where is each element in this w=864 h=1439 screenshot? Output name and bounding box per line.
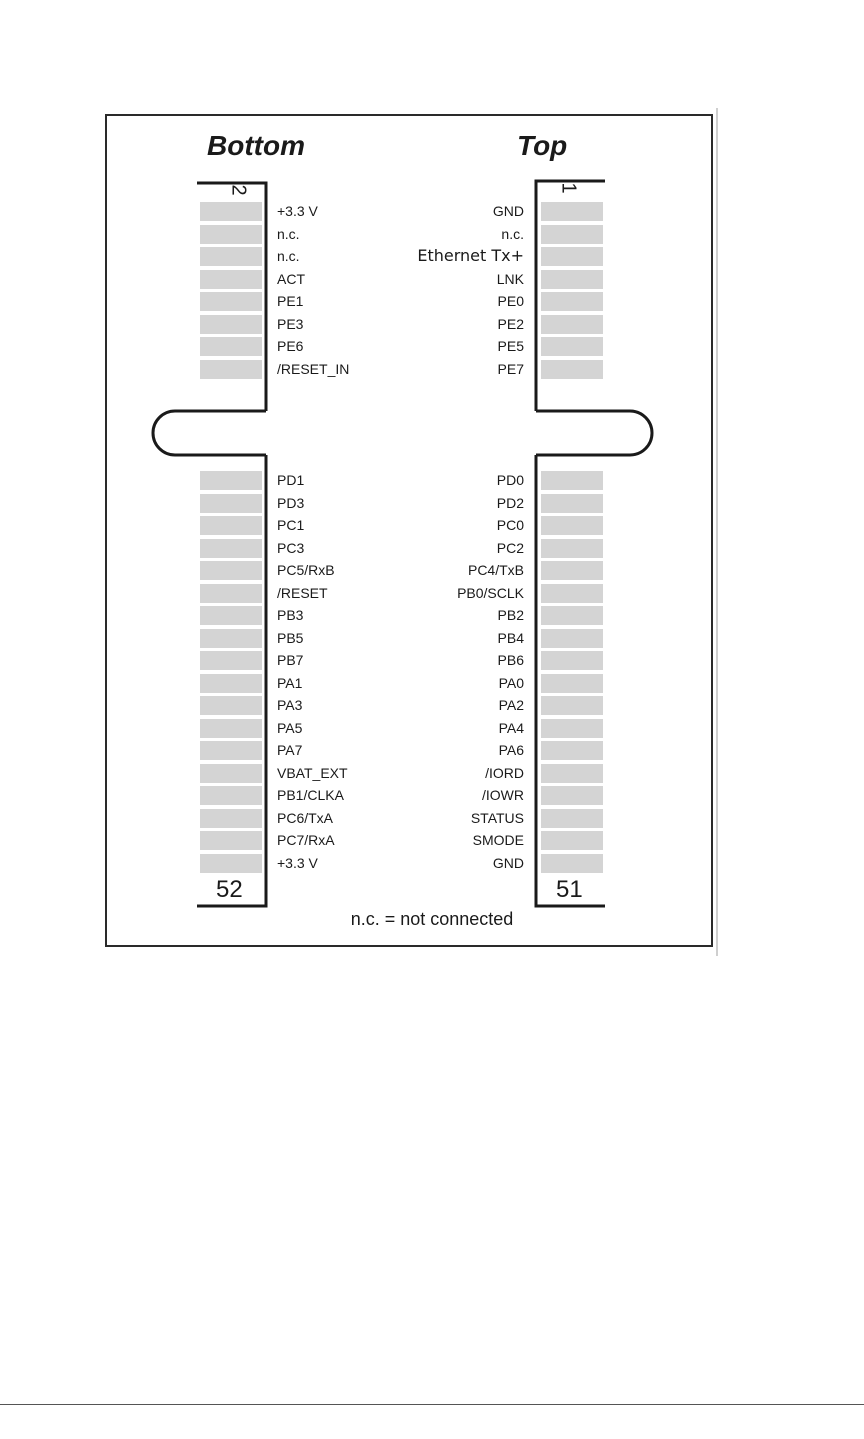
bottom-pin-pad bbox=[200, 696, 262, 715]
bottom-pin-pad bbox=[200, 809, 262, 828]
bottom-pin-label: PB1/CLKA bbox=[277, 787, 344, 803]
bottom-pin-pad bbox=[200, 315, 262, 334]
bottom-pin-label: ACT bbox=[277, 270, 305, 287]
top-pin-label: PB0/SCLK bbox=[457, 584, 524, 601]
bottom-pin-label: PA1 bbox=[277, 674, 303, 691]
pin-number-2: 2 bbox=[227, 184, 250, 196]
top-pin-label: PB4 bbox=[497, 629, 524, 646]
top-pin-pad bbox=[541, 629, 603, 648]
top-pin-pad bbox=[541, 225, 603, 244]
top-pin-pad bbox=[541, 696, 603, 715]
bottom-pin-pad bbox=[200, 831, 262, 850]
bottom-pin-pad bbox=[200, 651, 262, 670]
pin-number-1: 1 bbox=[557, 182, 580, 194]
top-pin-pad bbox=[541, 202, 603, 221]
bottom-pin-pad bbox=[200, 225, 262, 244]
top-pin-pad bbox=[541, 674, 603, 693]
bottom-pin-label: /RESET_IN bbox=[277, 360, 350, 377]
bottom-pin-label: PB3 bbox=[277, 607, 304, 623]
bottom-pin-pad bbox=[200, 854, 262, 873]
pin-number-52: 52 bbox=[216, 876, 243, 903]
top-pin-label: GND bbox=[492, 203, 524, 219]
top-pin-label: Ethernet Tx+ bbox=[417, 246, 524, 265]
page-rule bbox=[0, 1404, 864, 1405]
bottom-pin-pad bbox=[200, 674, 262, 693]
top-pin-label: /IOWR bbox=[482, 787, 524, 803]
top-pin-label: PC2 bbox=[496, 539, 524, 556]
top-pin-pad bbox=[541, 584, 603, 603]
bottom-pin-label: PC7/RxA bbox=[277, 832, 335, 848]
top-pin-label: STATUS bbox=[470, 809, 524, 826]
top-pin-label: /IORD bbox=[485, 764, 524, 781]
bottom-pin-label: PE6 bbox=[277, 338, 304, 354]
top-pin-label: LNK bbox=[496, 270, 524, 287]
top-pin-label: PA0 bbox=[498, 674, 524, 691]
top-pin-pad bbox=[541, 854, 603, 873]
top-pin-label: PE0 bbox=[497, 293, 524, 309]
bottom-pin-label: PC3 bbox=[277, 539, 305, 556]
bottom-pin-pad bbox=[200, 764, 262, 783]
top-pin-label: PC0 bbox=[496, 517, 524, 533]
bottom-pin-pad bbox=[200, 360, 262, 379]
top-pin-pad bbox=[541, 606, 603, 625]
top-pin-pad bbox=[541, 315, 603, 334]
bottom-pin-label: +3.3 V bbox=[277, 854, 318, 871]
bottom-pin-pad bbox=[200, 584, 262, 603]
top-pin-label: PD2 bbox=[496, 494, 524, 511]
bottom-pin-label: +3.3 V bbox=[277, 203, 318, 219]
bottom-pin-label: n.c. bbox=[277, 248, 300, 264]
bottom-pin-pad bbox=[200, 202, 262, 221]
bottom-pin-label: PB7 bbox=[277, 652, 304, 668]
keying-notch-right bbox=[536, 411, 652, 455]
top-pin-pad bbox=[541, 471, 603, 490]
top-pin-pad bbox=[541, 292, 603, 311]
bottom-pin-pad bbox=[200, 719, 262, 738]
bottom-pin-label: PD1 bbox=[277, 472, 305, 488]
top-pin-pad bbox=[541, 539, 603, 558]
top-pin-pad bbox=[541, 741, 603, 760]
bottom-pin-label: PA5 bbox=[277, 719, 303, 736]
bottom-pin-pad bbox=[200, 741, 262, 760]
bottom-pin-label: PD3 bbox=[277, 494, 305, 511]
top-pin-label: PA6 bbox=[498, 742, 524, 758]
top-pin-pad bbox=[541, 360, 603, 379]
bottom-pin-label: PB5 bbox=[277, 629, 304, 646]
bottom-pin-label: PA7 bbox=[277, 742, 303, 758]
bottom-pin-label: PA3 bbox=[277, 697, 303, 713]
bottom-pin-pad bbox=[200, 629, 262, 648]
top-pin-label: GND bbox=[492, 854, 524, 871]
top-heading: Top bbox=[517, 130, 568, 161]
bottom-pin-label: PC6/TxA bbox=[277, 809, 334, 826]
bottom-pin-pad bbox=[200, 494, 262, 513]
top-pin-label: PE7 bbox=[497, 360, 524, 377]
top-pin-pad bbox=[541, 247, 603, 266]
top-pin-pad bbox=[541, 651, 603, 670]
top-pin-pad bbox=[541, 270, 603, 289]
bottom-pin-pad bbox=[200, 270, 262, 289]
bottom-pin-pad bbox=[200, 337, 262, 356]
top-pin-label: PC4/TxB bbox=[467, 562, 524, 578]
top-pin-pad bbox=[541, 561, 603, 580]
bottom-pin-pad bbox=[200, 606, 262, 625]
bottom-pin-label: PC1 bbox=[277, 517, 305, 533]
top-pin-label: PB6 bbox=[497, 652, 524, 668]
top-pin-pad bbox=[541, 764, 603, 783]
bottom-pin-pad bbox=[200, 292, 262, 311]
bottom-pin-pad bbox=[200, 471, 262, 490]
keying-notch bbox=[153, 411, 266, 455]
bottom-pin-label: VBAT_EXT bbox=[277, 764, 348, 781]
bottom-pin-label: PC5/RxB bbox=[277, 562, 335, 578]
bottom-pin-label: n.c. bbox=[277, 225, 300, 242]
top-pin-pad bbox=[541, 809, 603, 828]
top-pin-label: SMODE bbox=[472, 832, 524, 848]
top-pin-pad bbox=[541, 719, 603, 738]
pin-number-51: 51 bbox=[556, 876, 583, 903]
top-pin-pad bbox=[541, 494, 603, 513]
bottom-pin-pad bbox=[200, 539, 262, 558]
bottom-pin-pad bbox=[200, 516, 262, 535]
bottom-pin-label: PE3 bbox=[277, 315, 304, 332]
footnote: n.c. = not connected bbox=[350, 909, 514, 929]
top-pin-label: PE5 bbox=[497, 338, 524, 354]
top-pin-label: PB2 bbox=[497, 607, 524, 623]
top-pin-pad bbox=[541, 831, 603, 850]
top-pin-label: PA2 bbox=[498, 697, 524, 713]
top-pin-label: PA4 bbox=[498, 719, 524, 736]
bottom-pin-label: PE1 bbox=[277, 293, 304, 309]
top-pin-pad bbox=[541, 786, 603, 805]
top-pin-label: PD0 bbox=[496, 472, 524, 488]
top-pin-pad bbox=[541, 516, 603, 535]
bottom-pin-pad bbox=[200, 561, 262, 580]
top-pin-pad bbox=[541, 337, 603, 356]
bottom-heading: Bottom bbox=[207, 130, 305, 161]
top-pin-label: PE2 bbox=[497, 315, 524, 332]
bottom-pin-pad bbox=[200, 786, 262, 805]
top-pin-label: n.c. bbox=[501, 225, 524, 242]
bottom-pin-label: /RESET bbox=[277, 584, 328, 601]
bottom-pin-pad bbox=[200, 247, 262, 266]
